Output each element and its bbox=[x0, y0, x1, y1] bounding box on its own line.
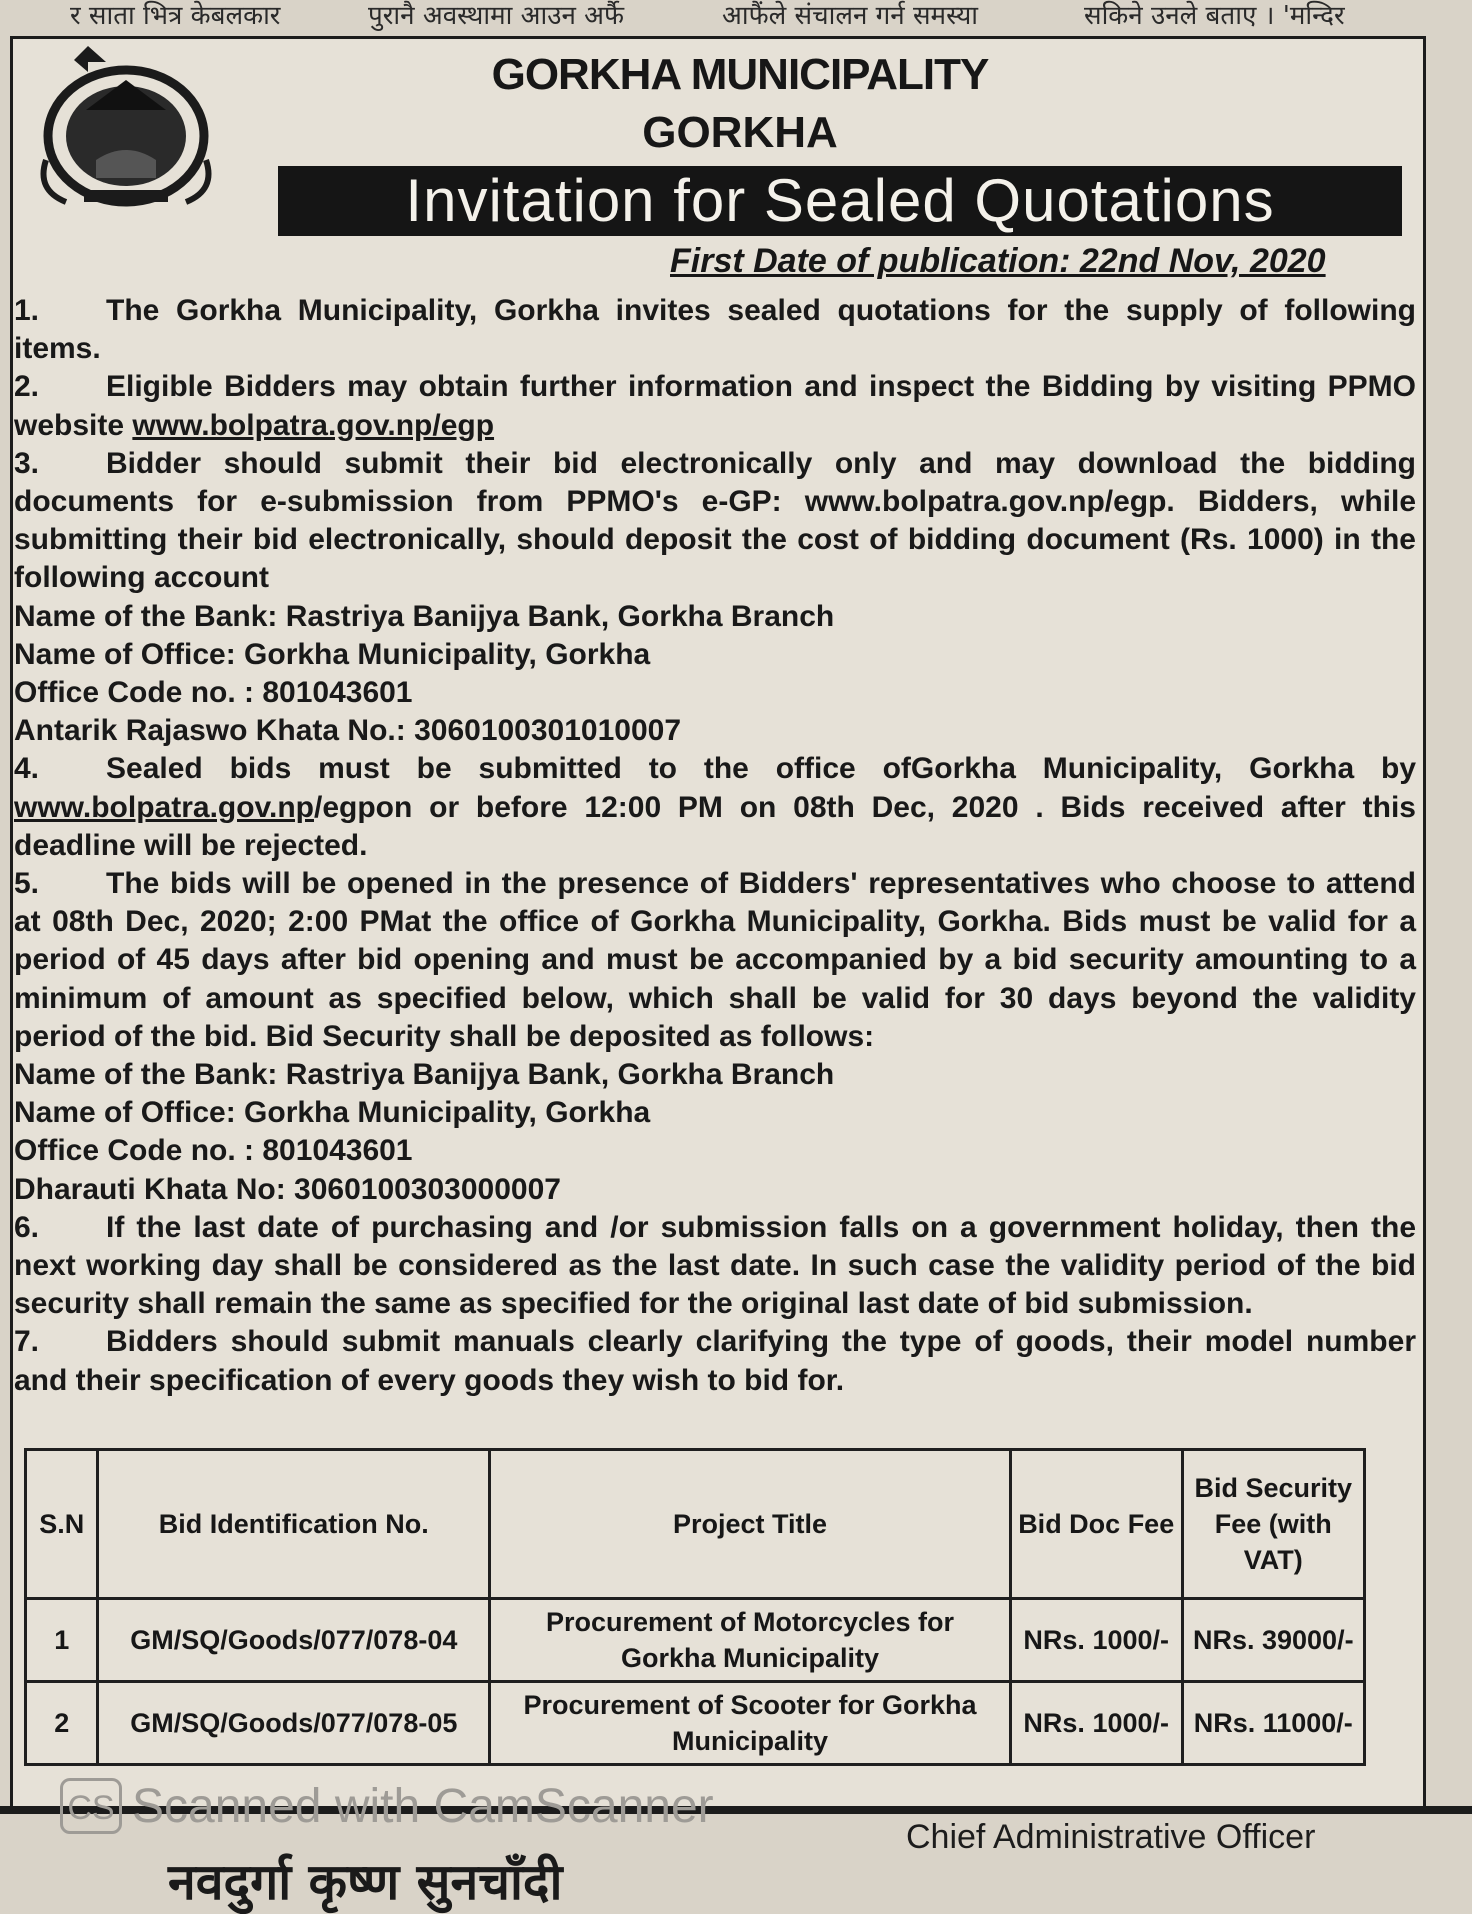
clause-text: If the last date of purchasing and /or submission falls on a government holiday, then the next working day shall be considered as the last date. In such case the validity period of the bid security shall remain the same as specified for the original last date of bid submission. bbox=[14, 1210, 1416, 1321]
clause-text: Bidders should submit manuals clearly clarifying the type of goods, their model number and their specification of every goods they wish to bid for. bbox=[14, 1325, 1416, 1397]
column-header: Bid Identification No. bbox=[98, 1450, 490, 1599]
cell-sn: 2 bbox=[26, 1682, 98, 1765]
municipality-city: GORKHA bbox=[642, 108, 838, 157]
clause-text: Eligible Bidders may obtain further information and inspect the Bidding by visiting PPMO website bbox=[14, 370, 1416, 442]
clause-text-continued: /egpon or before 12:00 PM on 08th Dec, 2020 . Bids received after this deadline will be rejected. bbox=[14, 790, 1416, 862]
clause-number: 1. bbox=[14, 294, 40, 327]
strip-text-3: आफैंले संचालन गर्न समस्या bbox=[722, 1, 979, 31]
cell-project-title: Procurement of Motorcycles for Gorkha Municipality bbox=[490, 1599, 1011, 1682]
clause-number: 6. bbox=[14, 1210, 40, 1244]
municipality-name: GORKHA MUNICIPALITY bbox=[491, 50, 989, 99]
table-row bbox=[26, 1599, 1365, 1682]
clause-text: Bidder should submit their bid electronically only and may download the bidding documents for e-submission from PPMO's e-GP: www.bolpatra.gov.np/egp. Bidders, while submitting their bid electronically, should deposit the cost of bidding document (Rs. 1000) in the following account bbox=[14, 446, 1416, 595]
clause-3 bbox=[14, 445, 1416, 598]
nepal-emblem-icon bbox=[26, 40, 226, 220]
column-header: S.N bbox=[26, 1450, 98, 1599]
ppmo-link[interactable]: www.bolpatra.gov.np/egp bbox=[132, 408, 495, 442]
table-header-row bbox=[26, 1450, 1365, 1599]
clause-5 bbox=[14, 865, 1416, 1056]
cell-security-fee: NRs. 11000/- bbox=[1182, 1682, 1364, 1765]
next-article-headline: नवदुर्गा कृष्ण सुनचाँदी bbox=[168, 1853, 563, 1911]
clause-6 bbox=[14, 1209, 1416, 1324]
clause-text: Sealed bids must be submitted to the office ofGorkha Municipality, Gorkha by bbox=[106, 752, 1416, 786]
security-office: Name of Office: Gorkha Municipality, Gorkha bbox=[14, 1096, 651, 1130]
account-office: Name of Office: Gorkha Municipality, Gorkha bbox=[14, 637, 651, 671]
notice-body bbox=[14, 292, 1416, 1400]
previous-article-strip bbox=[0, 0, 1472, 34]
cell-doc-fee: NRs. 1000/- bbox=[1010, 1682, 1182, 1765]
clause-text: The bids will be opened in the presence of Bidders' representatives who choose to attend at 08th Dec, 2020; 2:00 PMat the office of Gorkha Municipality, Gorkha. Bids must be valid for a period of 45 days after bid opening and must be accompanied by a bid security amounting to a minimum of amount as specified below, which shall be valid for 30 days beyond the validity period of the bid. Bid Security shall be deposited as follows: bbox=[14, 867, 1416, 1053]
notice-title-banner: Invitation for Sealed Quotations bbox=[278, 166, 1402, 236]
security-khata: Dharauti Khata No: 3060100303000007 bbox=[14, 1172, 561, 1206]
cell-sn: 1 bbox=[26, 1599, 98, 1682]
clause-number: 3. bbox=[14, 446, 40, 480]
security-bank: Name of the Bank: Rastriya Banijya Bank, Gorkha Branch bbox=[14, 1058, 835, 1092]
clause-number: 7. bbox=[14, 1325, 40, 1359]
camscanner-watermark bbox=[60, 1776, 714, 1832]
cell-doc-fee: NRs. 1000/- bbox=[1010, 1599, 1182, 1682]
cell-project-title: Procurement of Scooter for Gorkha Municipality bbox=[490, 1682, 1011, 1765]
strip-text-4: सकिने उनले बताए । 'मन्दिर bbox=[1084, 1, 1345, 31]
cell-bid-id: GM/SQ/Goods/077/078-05 bbox=[98, 1682, 490, 1765]
bolpatra-link[interactable]: www.bolpatra.gov.np bbox=[14, 790, 314, 824]
table-row bbox=[26, 1682, 1365, 1765]
quotation-table bbox=[24, 1448, 1366, 1766]
clause-number: 4. bbox=[14, 752, 40, 786]
camscanner-logo-icon: CS bbox=[60, 1778, 122, 1834]
signatory-title: Chief Administrative Officer bbox=[906, 1818, 1316, 1856]
clause-number: 5. bbox=[14, 867, 40, 901]
cell-security-fee: NRs. 39000/- bbox=[1182, 1599, 1364, 1682]
account-bank: Name of the Bank: Rastriya Banijya Bank, Gorkha Branch bbox=[14, 599, 835, 633]
clause-2 bbox=[14, 368, 1416, 444]
clause-4 bbox=[14, 750, 1416, 865]
clause-text: The Gorkha Municipality, Gorkha invites sealed quotations for the supply of following items. bbox=[14, 294, 1416, 366]
clause-number: 2. bbox=[14, 370, 40, 404]
clause-1 bbox=[14, 292, 1416, 368]
strip-text-2: पुरानै अवस्थामा आउन अर्फै bbox=[368, 1, 625, 31]
security-office-code: Office Code no. : 801043601 bbox=[14, 1134, 413, 1168]
account-office-code: Office Code no. : 801043601 bbox=[14, 676, 413, 710]
column-header: Bid Security Fee (with VAT) bbox=[1182, 1450, 1364, 1599]
strip-text-1: र साता भित्र केबलकार bbox=[70, 1, 281, 31]
watermark-text: Scanned with CamScanner bbox=[132, 1779, 714, 1833]
column-header: Project Title bbox=[490, 1450, 1011, 1599]
clause-7 bbox=[14, 1323, 1416, 1399]
cell-bid-id: GM/SQ/Goods/077/078-04 bbox=[98, 1599, 490, 1682]
column-header: Bid Doc Fee bbox=[1010, 1450, 1182, 1599]
publication-date: First Date of publication: 22nd Nov, 2020 bbox=[670, 242, 1326, 280]
account-khata: Antarik Rajaswo Khata No.: 3060100301010007 bbox=[14, 714, 682, 748]
